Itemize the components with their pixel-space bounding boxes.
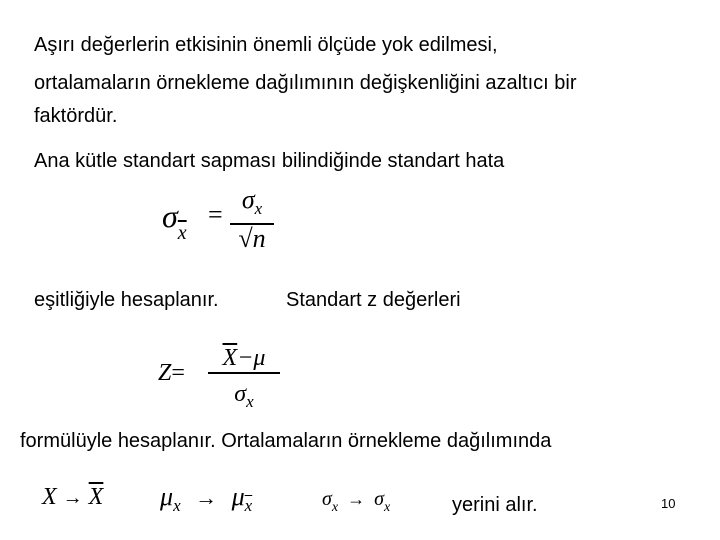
se-lhs-xbar: x: [177, 222, 187, 244]
se-num-sub: x: [254, 199, 263, 218]
replacement-sigma: [322, 488, 390, 516]
replacement-sigma-to: σ: [374, 488, 384, 510]
paragraph-3-right: Standart z değerleri: [286, 289, 461, 311]
replacement-x-from: X: [42, 484, 57, 510]
replacement-mu-from-sub: x: [173, 496, 181, 515]
z-denominator: [234, 380, 253, 416]
replacement-mu-to-sub: x: [244, 496, 253, 515]
se-numerator: [242, 186, 262, 223]
replacement-mu: [160, 482, 252, 516]
paragraph-1-line-2: ortalamaların örnekleme dağılımının değişkenliğini azaltıcı bir: [34, 72, 577, 94]
z-fraction-bar: [208, 372, 280, 374]
paragraph-5-end: yerini alır.: [452, 494, 538, 516]
z-num-rest: −μ: [237, 345, 266, 371]
se-lhs-sigma: σ: [162, 198, 178, 234]
replacement-sigma-from: σ: [322, 488, 332, 510]
z-den-sub: x: [246, 391, 254, 411]
paragraph-4: formülüyle hesaplanır. Ortalamaların örnekleme dağılımında: [20, 430, 552, 452]
z-numerator: [223, 344, 266, 372]
se-lhs: [162, 199, 187, 250]
replacement-x: [42, 484, 103, 511]
z-den-sigma: σ: [234, 380, 247, 407]
paragraph-1-line-3: faktördür.: [34, 105, 118, 127]
arrow-icon: →: [62, 487, 83, 509]
z-lhs: Z=: [158, 360, 185, 386]
se-denominator: √n: [238, 223, 266, 253]
se-equals: =: [208, 200, 223, 229]
z-symbol: Z: [158, 360, 172, 386]
z-fraction: [208, 344, 280, 416]
arrow-icon: →: [347, 489, 366, 509]
replacement-mu-from: μ: [160, 482, 174, 511]
arrow-icon: →: [195, 485, 218, 510]
page-number: 10: [661, 496, 676, 511]
replacement-sigma-to-sub: x: [383, 500, 391, 515]
paragraph-2: Ana kütle standart sapması bilindiğinde standart hata: [34, 150, 505, 172]
paragraph-3-left: eşitliğiyle hesaplanır.: [34, 289, 219, 311]
paragraph-1-line-1: Aşırı değerlerin etkisinin önemli ölçüde yok edilmesi,: [34, 34, 498, 56]
replacement-x-to: $\overline{X}$: [88, 484, 104, 510]
se-fraction: [230, 186, 274, 253]
se-num-sigma: σ: [241, 185, 255, 214]
z-num-xbar: $\overline{X}$: [222, 345, 238, 371]
replacement-mu-to: μ: [231, 482, 245, 511]
replacement-sigma-from-sub: x: [331, 500, 339, 515]
